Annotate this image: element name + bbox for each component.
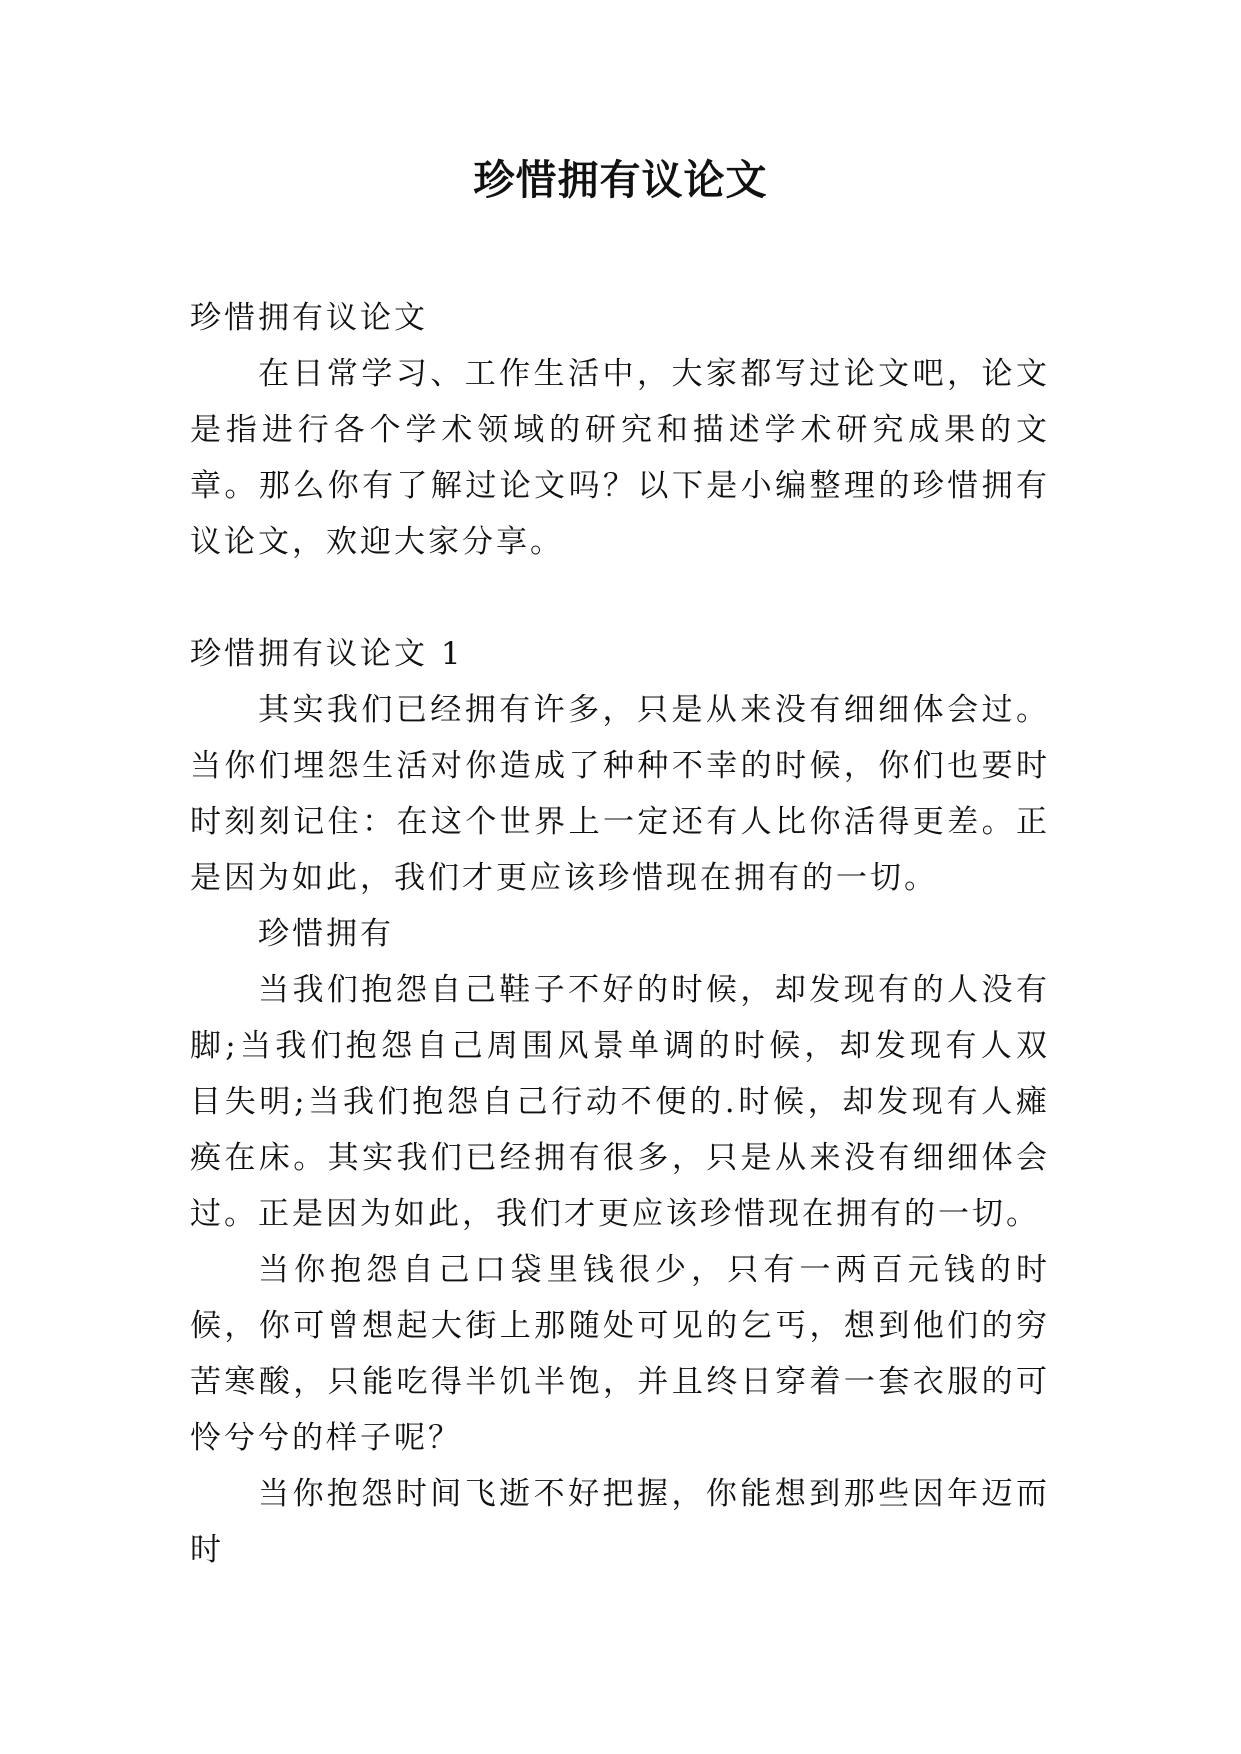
section-1-paragraph-4: 当你抱怨时间飞逝不好把握，你能想到那些因年迈而时 <box>190 1476 1050 1568</box>
document-body <box>190 290 1050 1578</box>
section-1-paragraph-1: 其实我们已经拥有许多，只是从来没有细细体会过。当你们埋怨生活对你造成了种种不幸的时候，你们也要时时刻刻记住：在这个世界上一定还有人比你活得更差。正是因为如此，我们才更应该珍惜现在拥有的一切。 <box>190 692 1050 896</box>
intro-paragraph: 在日常学习、工作生活中，大家都写过论文吧，论文是指进行各个学术领域的研究和描述学术研究成果的文章。那么你有了解过论文吗？以下是小编整理的珍惜拥有议论文，欢迎大家分享。 <box>190 356 1050 560</box>
document-title: 珍惜拥有议论文 <box>473 156 768 204</box>
section-heading-1: 珍惜拥有议论文 1 <box>190 636 464 672</box>
intro-heading: 珍惜拥有议论文 <box>190 300 428 336</box>
subheading-cherish: 珍惜拥有 <box>258 916 394 952</box>
section-1-paragraph-2: 当我们抱怨自己鞋子不好的时候，却发现有的人没有脚;当我们抱怨自己周围风景单调的时候，却发现有人双目失明;当我们抱怨自己行动不便的.时候，却发现有人瘫痪在床。其实我们已经拥有很多，只是从来没有细细体会过。正是因为如此，我们才更应该珍惜现在拥有的一切。 <box>190 972 1050 1232</box>
section-1-paragraph-3: 当你抱怨自己口袋里钱很少，只有一两百元钱的时候，你可曾想起大街上那随处可见的乞丐，想到他们的穷苦寒酸，只能吃得半饥半饱，并且终日穿着一套衣服的可怜兮兮的样子呢？ <box>190 1252 1050 1456</box>
